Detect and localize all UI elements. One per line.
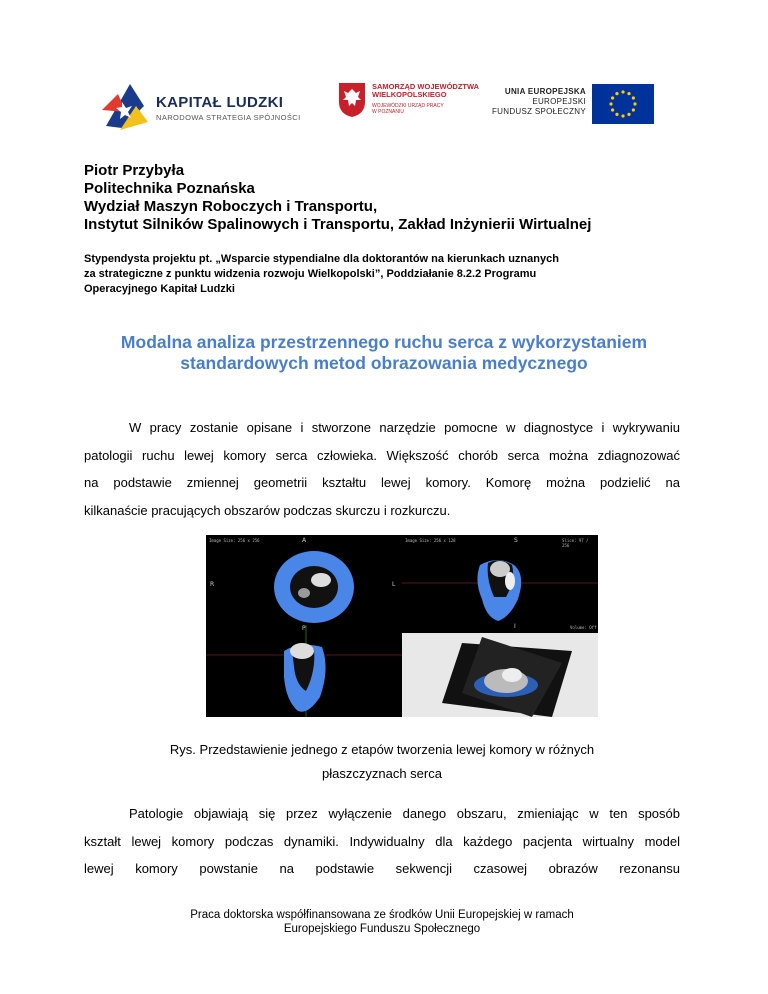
paragraph-1-line4: kilkanaście pracujących obszarów podczas skurczu i rozkurczu. <box>84 502 451 518</box>
ue-line3: FUNDUSZ SPOŁECZNY <box>492 107 586 116</box>
kapital-ludzki-emblem-icon <box>100 76 152 132</box>
figure-label-l: L <box>392 581 396 588</box>
footer-line1: Praca doktorska współfinansowana ze środków Unii Europejskiej w ramach <box>190 909 574 921</box>
figure-info-c: Slice: 97 / 256 <box>562 538 589 548</box>
grant-line3: Operacyjnego Kapitał Ludzki <box>84 283 235 295</box>
grant-line1: Stypendysta projektu pt. „Wsparcie stypendialne dla doktorantów na kierunkach uznanych <box>84 253 559 265</box>
kapital-ludzki-subtitle: NARODOWA STRATEGIA SPÓJNOŚCI <box>156 113 301 122</box>
paragraph-2-line1: Patologie objawiają się przez wyłączenie danego obszaru, zmieniając w ten sposób <box>129 806 680 821</box>
paragraph-1-line1: W pracy zostanie opisane i stworzone narzędzie pomocne w diagnostyce i wykrywaniu <box>129 420 680 435</box>
figure-label-s: S <box>514 537 518 544</box>
figure-label-r: R <box>210 581 215 588</box>
eu-star-icon <box>611 108 614 111</box>
grant-line2: za strategiczne z punktu widzenia rozwoju Wielkopolski”, Poddziałanie 8.2.2 Programu <box>84 268 537 280</box>
samorzad-sub1: WOJEWÓDZKI URZĄD PRACY <box>372 103 444 109</box>
figure-panel-top-left <box>206 535 402 625</box>
heart-segmentation-figure <box>206 535 598 717</box>
paragraph-1 <box>84 414 680 524</box>
author-institute: Instytut Silników Spalinowych i Transportu, Zakład Inżynierii Wirtualnej <box>84 216 592 233</box>
sagittal-view-icon <box>206 625 402 717</box>
figure-label-p: P <box>302 625 306 632</box>
figure-info-a: Image Size: 256 x 256 <box>209 538 260 543</box>
eu-flag-icon <box>592 84 654 124</box>
figure-panel-bottom-right <box>402 633 598 717</box>
figure-caption <box>84 738 680 786</box>
caption-line2: płaszczyznach serca <box>322 766 442 781</box>
short-axis-view-icon <box>206 535 402 625</box>
logo-unia-europejska <box>478 84 658 124</box>
figure-label-i: I <box>514 623 516 630</box>
figure-info-b: Image Size: 256 x 128 <box>405 538 456 543</box>
eu-star-icon <box>615 113 618 116</box>
logo-kapital-ludzki <box>100 76 300 132</box>
author-block <box>84 162 704 234</box>
long-axis-view-icon <box>402 535 598 633</box>
document-title <box>60 332 708 374</box>
eu-star-icon <box>615 92 618 95</box>
author-faculty: Wydział Maszyn Roboczych i Transportu, <box>84 198 378 215</box>
eu-star-icon <box>609 102 612 105</box>
figure-panel-bottom-left <box>206 625 402 717</box>
paragraph-2-line3: lewej komory powstanie na podstawie sekwencji czasowej obrazów rezonansu <box>84 861 680 876</box>
paragraph-2 <box>84 800 680 883</box>
samorzad-line1: SAMORZĄD WOJEWÓDZTWA <box>372 82 480 91</box>
eu-star-icon <box>621 90 624 93</box>
footer-line2: Europejskiego Funduszu Społecznego <box>283 923 481 935</box>
eu-star-icon <box>633 102 636 105</box>
author-name: Piotr Przybyła <box>84 162 185 179</box>
kapital-ludzki-title: KAPITAŁ LUDZKI <box>156 94 284 111</box>
figure-label-a: A <box>302 537 307 544</box>
title-line2: standardowych metod obrazowania medycznego <box>180 353 588 373</box>
figure-volume-label: Volume: Off <box>570 625 597 630</box>
eu-star-icon <box>621 114 624 117</box>
eu-star-icon <box>632 96 635 99</box>
ue-line1: UNIA EUROPEJSKA <box>504 87 586 96</box>
samorzad-line2: WIELKOPOLSKIEGO <box>372 90 447 99</box>
eu-star-icon <box>611 96 614 99</box>
page-footer <box>84 908 680 936</box>
wielkopolska-crest-icon <box>338 82 366 118</box>
samorzad-sub2: W POZNANIU <box>372 109 404 115</box>
paragraph-1-line3: na podstawie zmiennej geometrii kształtu lewej komory. Komorę można podzielić na <box>84 475 680 490</box>
grant-block <box>84 252 704 297</box>
ue-line2: EUROPEJSKI <box>532 97 586 106</box>
eu-star-icon <box>627 92 630 95</box>
paragraph-1-line2: patologii ruchu lewej komory serca człowieka. Większość chorób serca można zdiagnozować <box>84 447 680 463</box>
eu-star-icon <box>632 108 635 111</box>
title-line1: Modalna analiza przestrzennego ruchu serca z wykorzystaniem <box>120 332 648 352</box>
author-university: Politechnika Poznańska <box>84 180 255 197</box>
caption-line1: Rys. Przedstawienie jednego z etapów tworzenia lewej komory w różnych <box>169 742 595 757</box>
logo-samorzad <box>338 82 480 124</box>
three-d-model-icon <box>402 633 598 717</box>
figure-panel-top-right <box>402 535 598 633</box>
paragraph-2-line2: kształt lewej komory podczas dynamiki. Indywidualny dla każdego pacjenta wirtualny model <box>84 833 680 849</box>
eu-star-icon <box>627 113 630 116</box>
